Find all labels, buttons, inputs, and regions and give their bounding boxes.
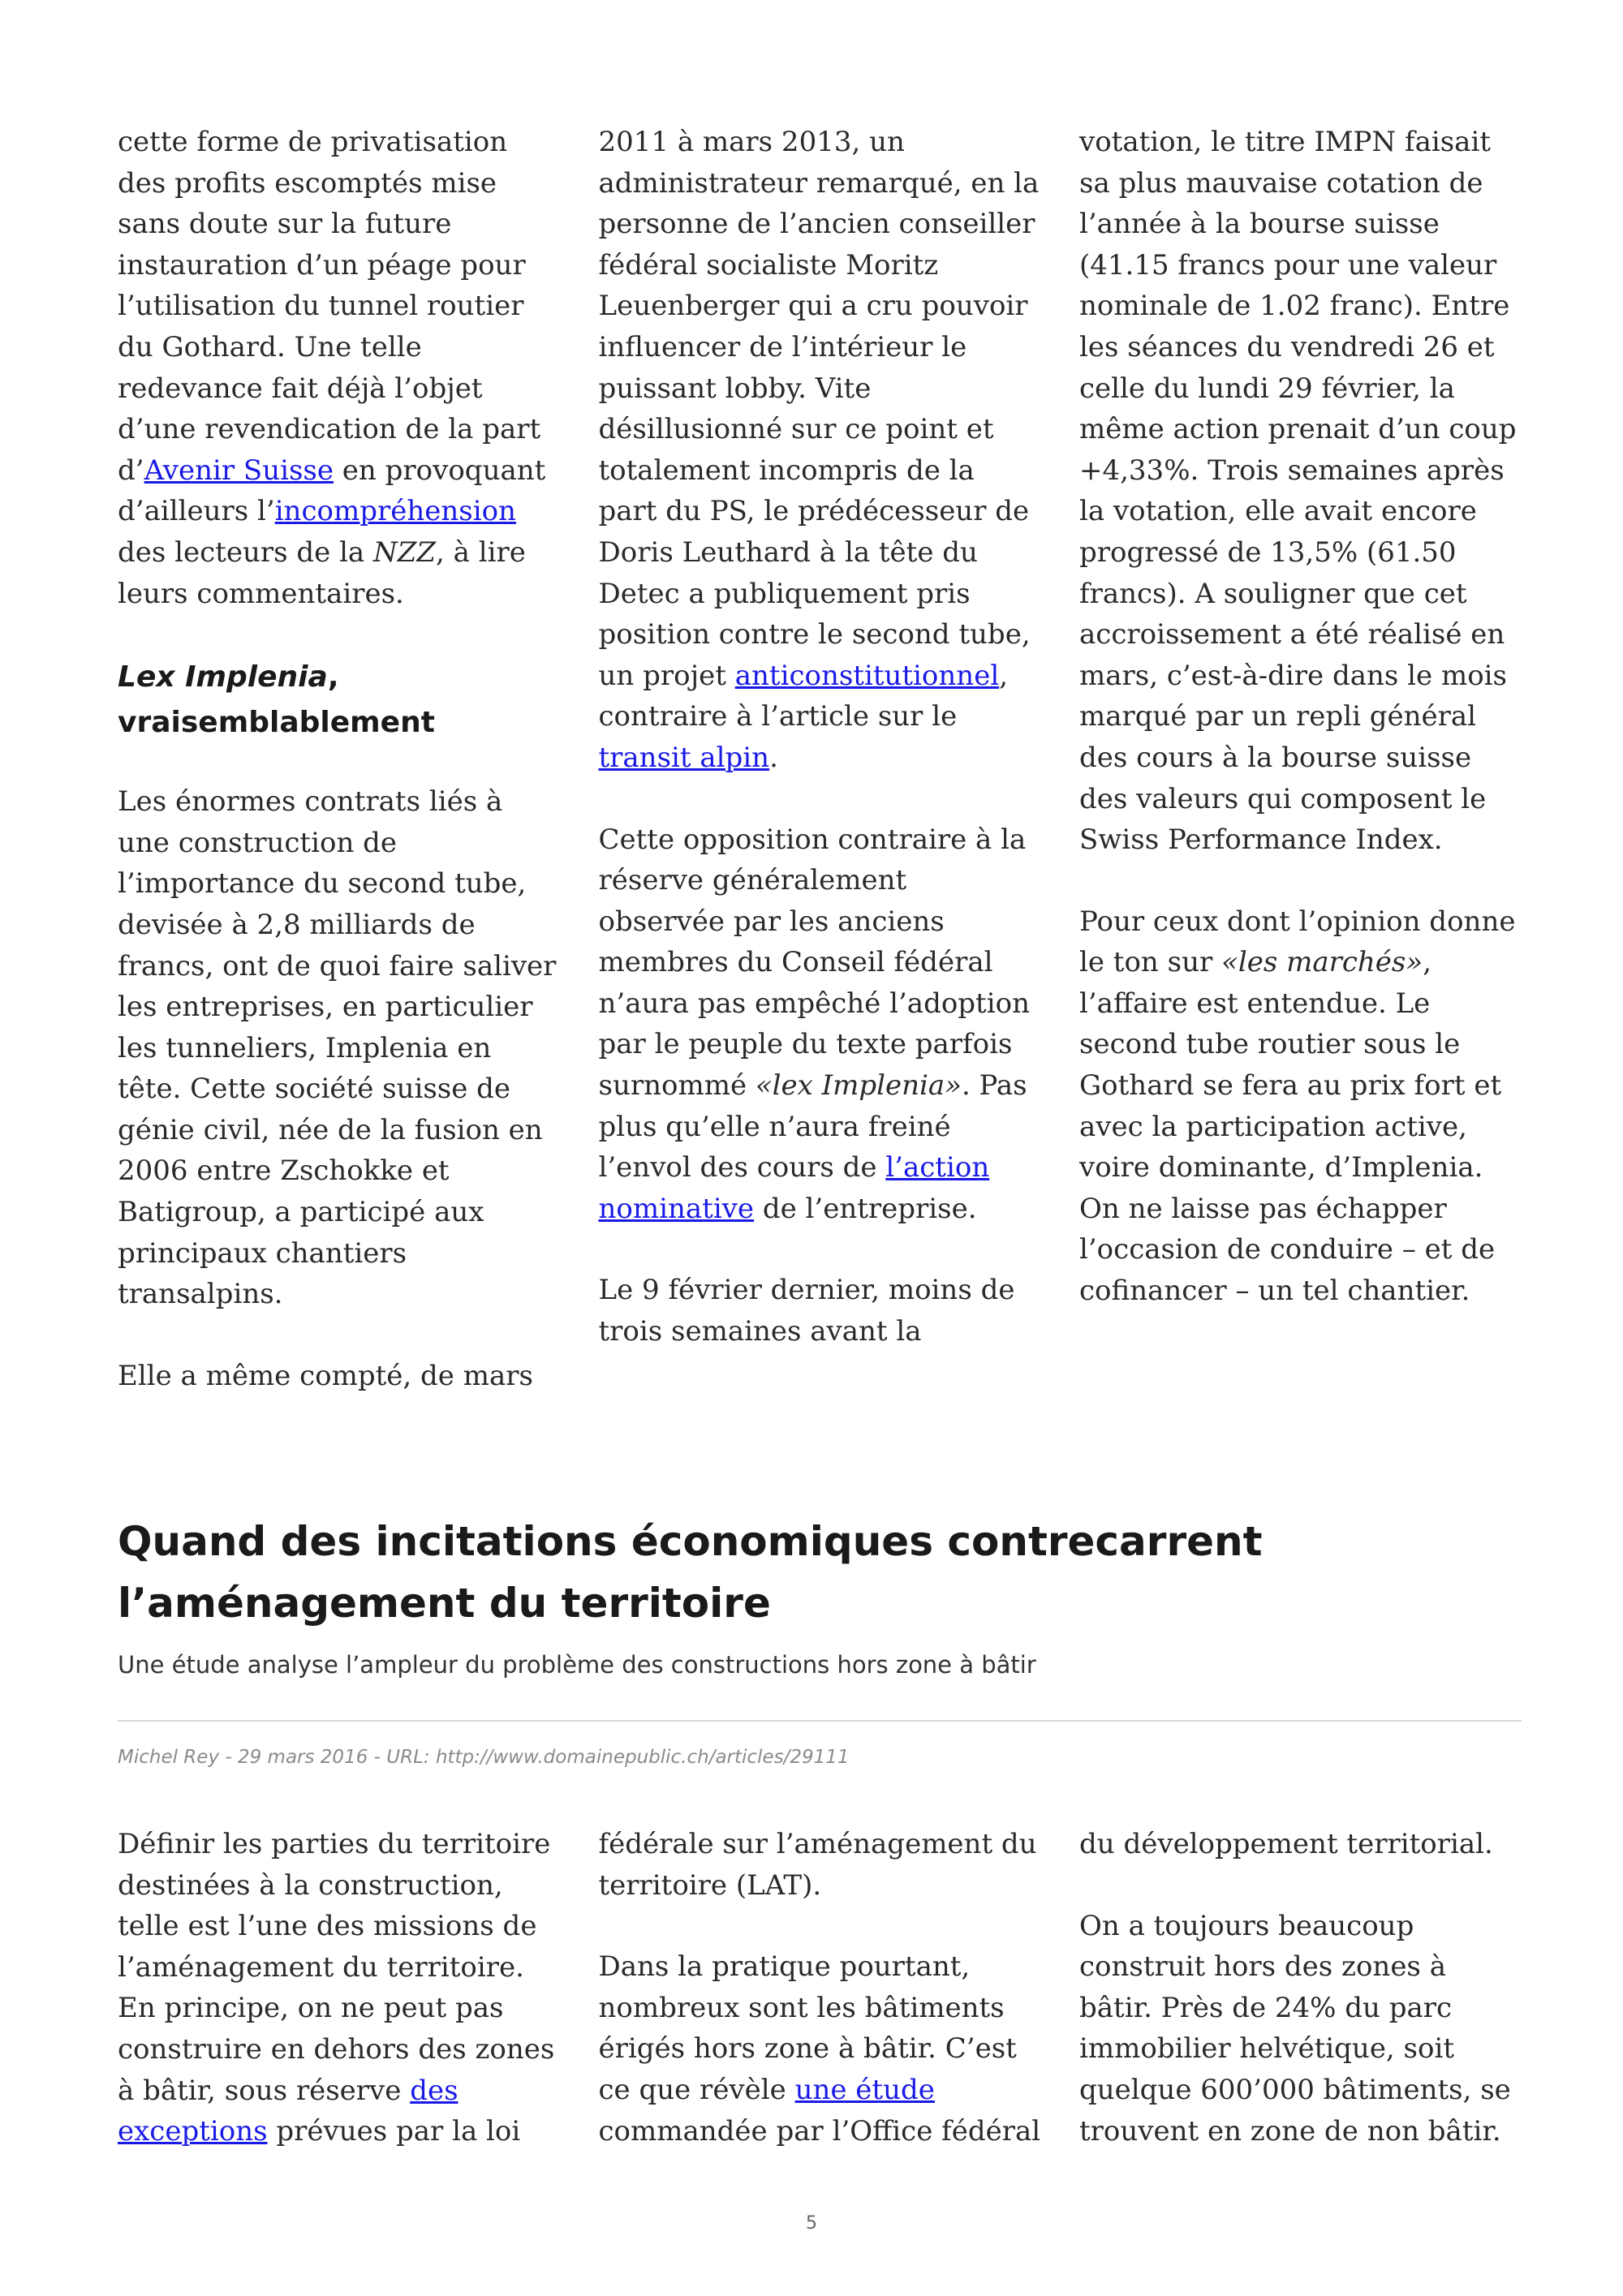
column-1 bbox=[118, 1824, 560, 2152]
paragraph bbox=[599, 1946, 1041, 2152]
article-byline: Michel Rey - 29 mars 2016 - URL: http://www.domainepublic.ch/articles/29111 bbox=[118, 1747, 850, 1768]
section-heading bbox=[118, 655, 560, 746]
paragraph bbox=[599, 819, 1041, 1230]
article-title: Quand des incitations économiques contrecarrent l’aménagement du territoire bbox=[118, 1518, 1263, 1627]
heading-text: , vraisemblablement bbox=[118, 660, 435, 740]
text: prévues par la loi bbox=[267, 2115, 521, 2148]
column-1 bbox=[118, 122, 560, 1396]
emphasis-les-marches: «les marchés» bbox=[1221, 946, 1423, 979]
text: cette forme de privatisation des profits escomptés mise sans doute sur la future instauration d’un péage pour l’utilisation du tunnel routier du Gothard. Une telle redevance fait déjà l’objet d’une revendication de la part d’ bbox=[118, 126, 541, 487]
text: , l’affaire est entendue. Le second tube routier sous le Gothard se fera au prix fort et avec la participation active, voire dominante, d’Implenia. On ne laisse pas échapper l’occasion de conduire – et de cofinancer – un tel chantier. bbox=[1079, 946, 1502, 1308]
paragraph bbox=[1079, 901, 1522, 1312]
heading-emphasis: Lex Implenia bbox=[118, 660, 328, 694]
link-incomprehension[interactable]: incompréhension bbox=[274, 495, 516, 528]
column-2 bbox=[599, 1824, 1041, 2152]
column-3 bbox=[1079, 122, 1522, 1396]
article-subtitle: Une étude analyse l’ampleur du problème des constructions hors zone à bâtir bbox=[118, 1651, 1036, 1679]
column-3 bbox=[1079, 1824, 1522, 2152]
emphasis-nzz: NZZ bbox=[373, 535, 437, 569]
paragraph: Le 9 février dernier, moins de trois semaines avant la bbox=[598, 1274, 1015, 1348]
text: des lecteurs de la bbox=[118, 535, 374, 569]
article-body-columns bbox=[118, 1824, 1522, 2152]
paragraph bbox=[599, 122, 1041, 779]
text: Cette opposition contraire à la réserve généralement observée par les anciens membres du Conseil fédéral n’aura pas empêché l’adoption par le peuple du texte parfois surnommé bbox=[598, 823, 1030, 1103]
paragraph: Elle a même compté, de mars bbox=[118, 1359, 533, 1392]
link-une-etude[interactable]: une étude bbox=[794, 2073, 935, 2106]
paragraph bbox=[118, 122, 560, 614]
column-2 bbox=[599, 122, 1041, 1396]
link-des-exceptions[interactable]: des exceptions bbox=[118, 2074, 458, 2148]
text: 2011 à mars 2013, un administrateur remarqué, en la personne de l’ancien conseiller fédéral socialiste Moritz Leuenberger qui a cru pouvoir influencer de l’intérieur le puissant lobby. Vite désillusionné sur ce point et totalement incompris de la part du PS, le prédécesseur de Doris Leuthard à la tête du Detec a publiquement pris position contre le second tube, un projet bbox=[598, 126, 1040, 692]
text: de l’entreprise. bbox=[754, 1192, 977, 1225]
page-number: 5 bbox=[806, 2213, 817, 2234]
text: . bbox=[769, 741, 778, 774]
text: , contraire à l’article sur le bbox=[598, 659, 1009, 733]
emphasis-lex-implenia: «lex Implenia» bbox=[755, 1069, 962, 1103]
paragraph: fédérale sur l’aménagement du territoire (LAT). bbox=[598, 1828, 1037, 1902]
paragraph: On a toujours beaucoup construit hors des zones à bâtir. Près de 24% du parc immobilier helvétique, soit quelque 600’000 bâtiments, se trouvent en zone de non bâtir. bbox=[1079, 1909, 1511, 2148]
text: commandée par l’Office fédéral bbox=[598, 2114, 1041, 2148]
text: Définir les parties du territoire destinées à la construction, telle est l’une des missions de l’aménagement du territoire. En principe, on ne peut pas construire en dehors des zones à bâtir, sous réserve bbox=[118, 1828, 555, 2107]
text: , à lire leurs commentaires. bbox=[118, 535, 526, 610]
divider bbox=[118, 1720, 1522, 1722]
text: . Pas plus qu’elle n’aura freiné l’envol des cours de bbox=[598, 1069, 1027, 1185]
paragraph: du développement territorial. bbox=[1079, 1828, 1493, 1860]
link-transit-alpin[interactable]: transit alpin bbox=[598, 741, 770, 774]
text: Dans la pratique pourtant, nombreux sont les bâtiments érigés hors zone à bâtir. C’est ce que révèle bbox=[598, 1950, 1017, 2106]
link-avenir-suisse[interactable]: Avenir Suisse bbox=[144, 454, 334, 487]
text: en provoquant d’ailleurs l’ bbox=[118, 454, 546, 528]
link-action-nominative[interactable]: l’action nominative bbox=[598, 1151, 990, 1225]
link-anticonstitutionnel[interactable]: anticonstitutionnel bbox=[734, 659, 1000, 692]
paragraph: Les énormes contrats liés à une construction de l’importance du second tube, devisée à 2,8 milliards de francs, ont de quoi faire saliver les entreprises, en particulier les tunneliers, Implenia en tête. Cette société suisse de génie civil, née de la fusion en 2006 entre Zschokke et Batigroup, a participé aux principaux chantiers transalpins. bbox=[118, 785, 557, 1311]
paragraph: votation, le titre IMPN faisait sa plus mauvaise cotation de l’année à la bourse suisse (41.15 francs pour une valeur nominale de 1.02 franc). Entre les séances du vendredi 26 et celle du lundi 29 février, la même action prenait d’un coup +4,33%. Trois semaines après la votation, elle avait encore progressé de 13,5% (61.50 francs). A souligner que cet accroissement a été réalisé en mars, c’est-à-dire dans le mois marqué par un repli général des cours à la bourse suisse des valeurs qui composent le Swiss Performance Index. bbox=[1079, 126, 1517, 857]
article-continuation-columns bbox=[118, 122, 1522, 1396]
text: Pour ceux dont l’opinion donne le ton sur bbox=[1079, 905, 1516, 979]
paragraph bbox=[118, 1824, 560, 2152]
